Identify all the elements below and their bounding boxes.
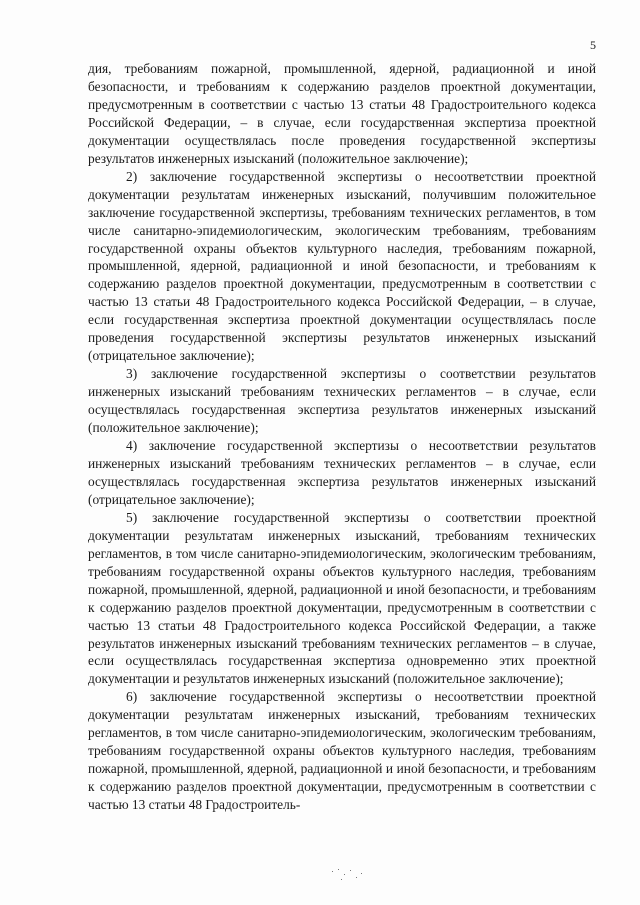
paragraph-5: 5) заключение государственной экспертизы о соответствии проектной документации результатам инженерных изысканий, требованиям технических регламентов, в том числе санитарно-эпидемиологическим, экологическим требованиям, требованиям государственной охраны объектов культурного наследия, требованиям пожарной, промышленной, ядерной, радиационной и иной безопасности, и требованиям к содержанию разделов проектной документации, предусмотренным в соответствии с частью 13 статьи 48 Градостроительного кодекса Российской Федерации, а также результатов инженерных изысканий требованиям технических регламентов – в случае, если осуществлялась государственная экспертиза одновременно этих проектной документации и результатов инженерных изысканий (положительное заключение); xyxy=(88,509,596,687)
scan-artifact xyxy=(330,868,370,884)
page-number: 5 xyxy=(590,38,596,52)
document-body xyxy=(88,60,596,814)
paragraph-4: 4) заключение государственной экспертизы о несоответствии результатов инженерных изысканий требованиям технических регламентов – в случае, если осуществлялась государственная экспертиза результатов инженерных изысканий (отрицательное заключение); xyxy=(88,438,596,507)
paragraph-1-continuation: дия, требованиям пожарной, промышленной, ядерной, радиационной и иной безопасности, и требованиям к содержанию разделов проектной документации, предусмотренным в соответствии с частью 13 статьи 48 Градостроительного кодекса Российской Федерации, – в случае, если государственная экспертиза проектной документации осуществлялась после проведения государственной экспертизы результатов инженерных изысканий (положительное заключение); xyxy=(88,61,596,166)
paragraph-6: 6) заключение государственной экспертизы о несоответствии проектной документации результатам инженерных изысканий, требованиям технических регламентов, в том числе санитарно-эпидемиологическим, экологическим требованиям, требованиям государственной охраны объектов культурного наследия, требованиям пожарной, промышленной, ядерной, радиационной и иной безопасности, и требованиям к содержанию разделов проектной документации, предусмотренным в соответствии с частью 13 статьи 48 Градостроитель- xyxy=(88,689,596,813)
paragraph-3: 3) заключение государственной экспертизы о соответствии результатов инженерных изысканий требованиям технических регламентов – в случае, если осуществлялась государственная экспертиза результатов инженерных изысканий (положительное заключение); xyxy=(88,366,596,436)
paragraph-2: 2) заключение государственной экспертизы о несоответствии проектной документации результатам инженерных изысканий, получившим положительное заключение государственной экспертизы, требованиям технических регламентов, в том числе санитарно-эпидемиологическим, экологическим требованиям, требованиям государственной охраны объектов культурного наследия, требованиям пожарной, промышленной, ядерной, радиационной и иной безопасности, и требованиям к содержанию разделов проектной документации, предусмотренным в соответствии с частью 13 статьи 48 Градостроительного кодекса Российской Федерации, – в случае, если государственная экспертиза проектной документации осуществлялась после проведения государственной экспертизы результатов инженерных изысканий (отрицательное заключение); xyxy=(88,168,596,364)
